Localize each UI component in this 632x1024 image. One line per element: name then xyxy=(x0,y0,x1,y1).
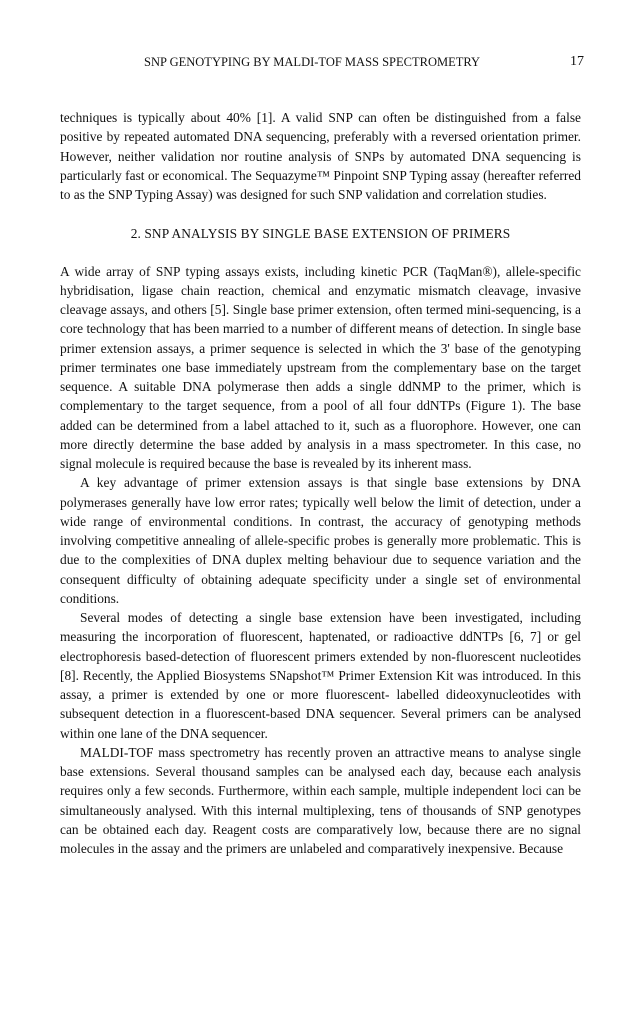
page-number: 17 xyxy=(570,54,584,69)
paragraph-key-advantage: A key advantage of primer extension assays is that single base extensions by DNA polymerases generally have low error rates; typically well below the limit of detection, under a wide range of environmental conditions. In contrast, the accuracy of genotyping methods involving competitive annealing of allele-specific probes is generally more problematic. This is due to the complexities of DNA duplex melting behaviour due to sequence variation and the consequent difficulty of obtaining adequate specificity under a single set of environmental conditions. xyxy=(60,475,581,606)
running-title: SNP GENOTYPING BY MALDI-TOF MASS SPECTROMETRY xyxy=(144,55,481,69)
paragraph-detection-modes: Several modes of detecting a single base extension have been investigated, including measuring the incorporation of fluorescent, haptenated, or radioactive ddNTPs [6, 7] or gel electrophoresis based-detection of fluorescent primers extended by non-fluorescent nucleotides [8]. Recently, the Applied Biosystems SNapshot™ Primer Extension Kit was introduced. In this assay, a primer is extended by one or more fluorescent- labelled dideoxynucleotides with subsequent detection in a fluorescent-based DNA sequencer. Several primers can be analysed within one lane of the DNA sequencer. xyxy=(60,610,581,741)
paragraph-snp-assays: A wide array of SNP typing assays exists, including kinetic PCR (TaqMan®), allele-specific hybridisation, ligase chain reaction, chemical and enzymatic mismatch cleavage, invasive cleavage assays, and others [5]. Single base primer extension, often termed mini-sequencing, is a core technology that has been married to a number of different means of detection. In single base primer extension assays, a primer sequence is selected in which the 3' base of the genotyping primer terminates one base immediately upstream from the complementary base on the target sequence. A suitable DNA polymerase then adds a single ddNMP to the primer, which is complementary to the target sequence, from a pool of all four ddNTPs (Figure 1). The base added can be determined from a label attached to it, such as a fluorophore. However, one can more directly determine the base added by analysis in a mass spectrometer. In this case, no signal molecule is required because the base is revealed by its inherent mass. xyxy=(60,263,581,471)
paragraph-maldi-tof: MALDI-TOF mass spectrometry has recently proven an attractive means to analyse single base extensions. Several thousand samples can be analysed each day, because each analysis requires only a few seconds. Furthermore, within each sample, multiple independent loci can be simultaneously analysed. With this internal multiplexing, tens of thousands of SNP genotypes can be obtained each day. Reagent costs are comparatively low, because there are no signal molecules in the assay and the primers are unlabeled and comparatively inexpensive. Because xyxy=(60,744,581,856)
section-heading: 2. SNP ANALYSIS BY SINGLE BASE EXTENSION OF PRIMERS xyxy=(130,226,511,242)
body-text xyxy=(60,108,581,858)
paragraph-continuation: techniques is typically about 40% [1]. A valid SNP can often be distinguished from a false positive by repeated automated DNA sequencing, preferably with a reversed orientation primer. However, neither validation nor routine analysis of SNPs by automated DNA sequencing is particularly fast or economical. The Sequazyme™ Pinpoint SNP Typing assay (hereafter referred to as the SNP Typing Assay) was designed for such SNP validation and correlation studies. xyxy=(60,110,581,202)
